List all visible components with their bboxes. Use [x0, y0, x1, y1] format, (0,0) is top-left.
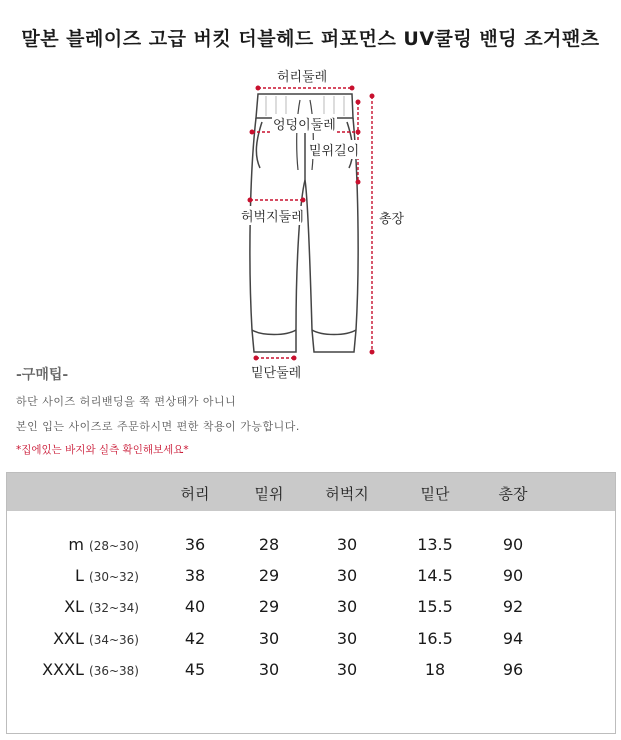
hip-label: 엉덩이둘레	[272, 114, 337, 133]
value-waist: 40	[184, 597, 206, 616]
size-table	[6, 472, 616, 734]
value-length: 96	[502, 660, 524, 679]
value-length: 90	[502, 566, 524, 585]
length-label: 총장	[378, 208, 405, 227]
header-hem: 밑단	[420, 485, 450, 503]
thigh-label: 허벅지둘레	[240, 206, 305, 225]
value-hem: 13.5	[417, 535, 453, 554]
header-rise: 밑위	[254, 485, 284, 503]
value-waist: 38	[184, 566, 206, 585]
value-waist: 36	[184, 535, 206, 554]
table-row	[7, 535, 615, 565]
size-label: m (28~30)	[68, 535, 139, 554]
tips-heading: -구매팁-	[16, 367, 69, 383]
tip-warning: *집에있는 바지와 실측 확인해보세요*	[16, 444, 189, 456]
size-label: L (30~32)	[75, 566, 139, 585]
value-rise: 29	[258, 566, 280, 585]
value-length: 90	[502, 535, 524, 554]
value-hem: 14.5	[417, 566, 453, 585]
header-thigh: 허벅지	[325, 485, 369, 503]
product-title: 말본 블레이즈 고급 버킷 더블헤드 퍼포먼스 UV쿨링 밴딩 조거팬츠	[21, 28, 600, 50]
table-row	[7, 629, 615, 659]
value-thigh: 30	[336, 660, 358, 679]
value-rise: 30	[258, 660, 280, 679]
table-row	[7, 566, 615, 596]
waist-label: 허리둘레	[276, 66, 328, 85]
table-row	[7, 597, 615, 627]
value-length: 94	[502, 629, 524, 648]
value-thigh: 30	[336, 566, 358, 585]
table-row	[7, 660, 615, 690]
table-header	[7, 473, 615, 511]
size-label: XXL (34~36)	[53, 629, 139, 648]
value-thigh: 30	[336, 597, 358, 616]
rise-label: 밑위길이	[308, 140, 360, 159]
header-waist: 허리	[180, 485, 210, 503]
value-thigh: 30	[336, 535, 358, 554]
value-waist: 42	[184, 629, 206, 648]
tip-line-2: 본인 입는 사이즈로 주문하시면 편한 착용이 가능합니다.	[16, 420, 300, 433]
pants-illustration	[0, 60, 621, 380]
size-label: XXXL (36~38)	[42, 660, 139, 679]
value-hem: 15.5	[417, 597, 453, 616]
size-label: XL (32~34)	[64, 597, 139, 616]
header-length: 총장	[498, 485, 528, 503]
hem-label: 밑단둘레	[250, 362, 302, 381]
pants-measurement-diagram	[0, 60, 621, 380]
value-rise: 28	[258, 535, 280, 554]
value-length: 92	[502, 597, 524, 616]
value-hem: 16.5	[417, 629, 453, 648]
value-thigh: 30	[336, 629, 358, 648]
tip-line-1: 하단 사이즈 허리밴딩을 쭉 편상태가 아니니	[16, 395, 237, 408]
value-hem: 18	[424, 660, 446, 679]
value-waist: 45	[184, 660, 206, 679]
value-rise: 29	[258, 597, 280, 616]
value-rise: 30	[258, 629, 280, 648]
purchase-tips	[16, 364, 616, 457]
